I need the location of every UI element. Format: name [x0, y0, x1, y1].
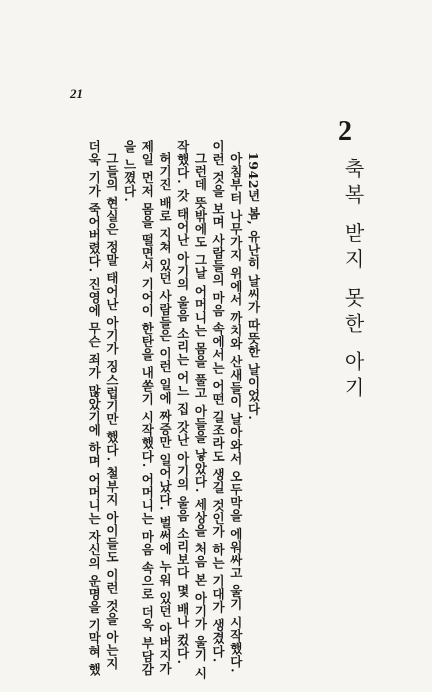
body-line: 그들의 현실은 정말 태어난 아기가 징스럽기만 했다. 철부지 아이들도 이런 것을 아는지: [104, 152, 120, 670]
body-line: 그런데 뜻밖에도 그날 어머니는 몸을 풀고 아들을 낳았다. 세상을 처음 본 아기가 울기 시: [192, 152, 208, 680]
body-line: 작했다. 갓 태어난 아기의 울음 소리는 어느 집 갓난 아기의 울음 소리보다 몇 배나 컸다.: [175, 140, 191, 665]
body-text: [85, 140, 262, 680]
chapter-title: 축복 받지 못한 아기: [341, 158, 365, 404]
body-line: 아침부터 나무가지 위에서 까치와 산새들이 날아와서 오두막을 에워싸고 울기 시작했다.: [228, 152, 244, 674]
body-line: 이런 것을 보며 사람들의 마음 속에서는 어떤 길조라도 생길 것인가 하는 기대가 생겼다.: [210, 140, 226, 663]
body-line: 허기진 배로 지쳐 있던 사람들은 이런 일에 짜증만 일어났다. 벌써에 누워 있던 아버지가: [157, 152, 173, 675]
page-number: 21: [70, 86, 83, 101]
body-line: 더욱 기가 죽어버렸다. 진영에 무슨 죄가 많았기에 하며 어머니는 자신의 운명을 기막혀 했: [86, 140, 102, 676]
chapter-number: 2: [338, 116, 352, 147]
body-line: 을 느꼈다.: [122, 140, 138, 203]
body-line: 제일 먼저 몸을 떨면서 기어이 한탄을 내쏟기 시작했다. 어머니는 마음 속으로 더욱 부담감: [139, 140, 155, 676]
body-line: 1942년 봄, 유난히 날씨가 따뜻한 날이었다.: [246, 152, 261, 421]
